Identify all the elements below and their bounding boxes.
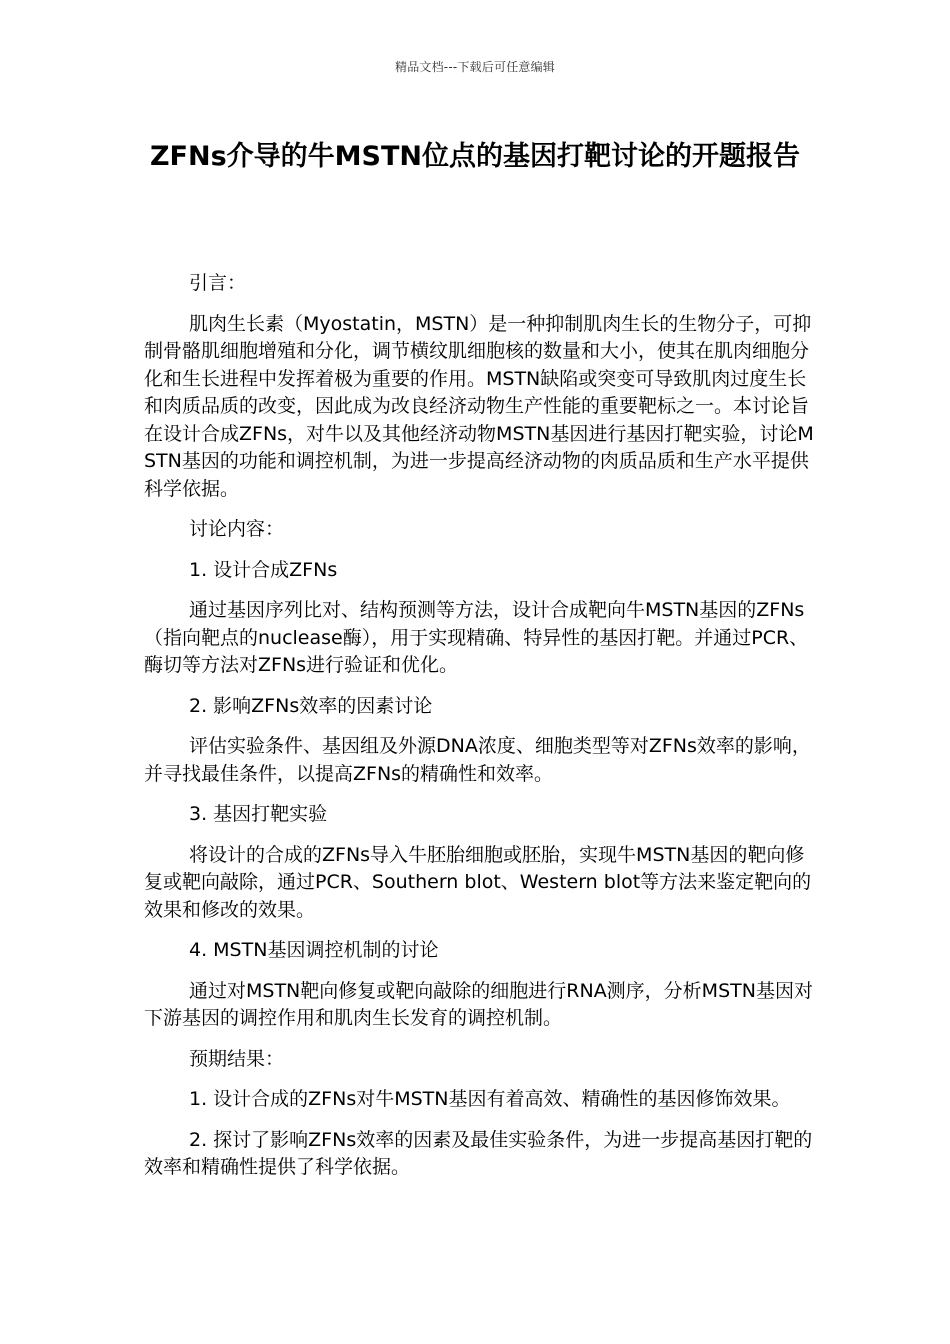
paragraph-4: 通过对MSTN靶向修复或靶向敲除的细胞进行RNA测序，分析MSTN基因对下游基因的调控作用和肌肉生长发育的调控机制。 xyxy=(144,979,813,1029)
section-heading-intro: 引言： xyxy=(189,272,247,294)
document-body xyxy=(144,270,816,1195)
document-title: ZFNs介导的牛MSTN位点的基因打靶讨论的开题报告 xyxy=(149,141,801,172)
paragraph-intro: 肌肉生长素（Myostatin，MSTN）是一种抑制肌肉生长的生物分子，可抑制骨骼肌细胞增殖和分化，调节横纹肌细胞核的数量和大小，使其在肌肉细胞分化和生长进程中发挥着极为重要的作用。MSTN缺陷或突变可导致肌肉过度生长和肉质品质的改变，因此成为改良经济动物生产性能的重要靶标之一。本讨论旨在设计合成ZFNs，对牛以及其他经济动物MSTN基因进行基因打靶实验，讨论MSTN基因的功能和调控机制，为进一步提高经济动物的肉质品质和生产水平提供科学依据。 xyxy=(144,312,814,500)
section-heading-results: 预期结果： xyxy=(189,1047,285,1070)
section-heading-content: 讨论内容： xyxy=(189,518,285,540)
paragraph-2: 评估实验条件、基因组及外源DNA浓度、细胞类型等对ZFNs效率的影响，并寻找最佳条件，以提高ZFNs的精确性和效率。 xyxy=(144,735,811,785)
subheading-2: 2. 影响ZFNs效率的因素讨论 xyxy=(189,694,433,717)
subheading-1: 1. 设计合成ZFNs xyxy=(189,558,338,581)
subheading-3: 3. 基因打靶实验 xyxy=(189,803,328,825)
paragraph-1: 通过基因序列比对、结构预测等方法，设计合成靶向牛MSTN基因的ZFNs （指向靶点的nuclease酶），用于实现精确、特异性的基因打靶。并通过PCR、酶切等方法对ZFNs进行验证和优化。 xyxy=(144,599,809,676)
paragraph-3: 将设计的合成的ZFNs导入牛胚胎细胞或胚胎，实现牛MSTN基因的靶向修复或靶向敲除，通过PCR、Southern blot、Western blot等方法来鉴定靶向的效果和修改的效果。 xyxy=(144,843,812,921)
result-item-1: 1. 设计合成的ZFNs对牛MSTN基因有着高效、精确性的基因修饰效果。 xyxy=(189,1088,791,1110)
result-item-2: 2. 探讨了影响ZFNs效率的因素及最佳实验条件，为进一步提高基因打靶的效率和精确性提供了科学依据。 xyxy=(144,1128,813,1178)
page-header-note: 精品文档---下载后可任意编辑 xyxy=(395,60,555,74)
subheading-4: 4. MSTN基因调控机制的讨论 xyxy=(189,939,439,961)
